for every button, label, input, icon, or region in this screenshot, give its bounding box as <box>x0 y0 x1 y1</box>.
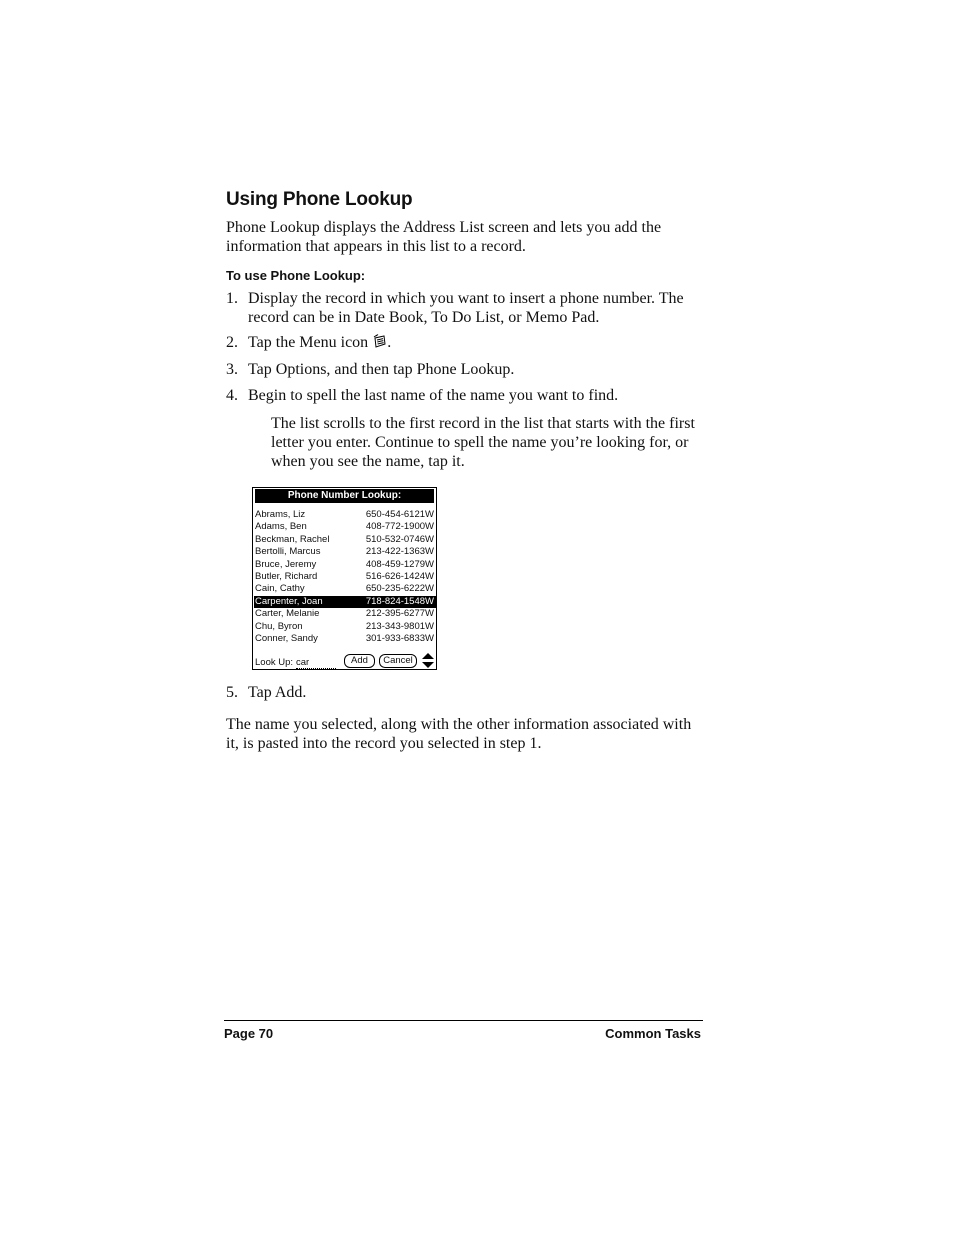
contact-phone: 516-626-1424W <box>365 571 434 582</box>
procedure-heading: To use Phone Lookup: <box>226 268 366 283</box>
contact-phone: 408-459-1279W <box>365 558 434 570</box>
palm-screen-title: Phone Number Lookup: <box>255 489 434 503</box>
footer-rule <box>224 1020 703 1021</box>
step-number: 4. <box>226 387 238 404</box>
step-text: Tap Options, and then tap Phone Lookup. <box>248 361 515 378</box>
list-item[interactable] <box>254 559 436 571</box>
contact-phone: 718-824-1548W <box>365 595 434 607</box>
contact-name: Carpenter, Joan <box>255 595 323 607</box>
step-text-wrapper <box>248 333 708 354</box>
contact-name: Bruce, Jeremy <box>255 558 317 570</box>
lookup-input[interactable]: car <box>296 657 336 669</box>
list-item[interactable] <box>254 621 436 633</box>
contact-phone: 213-343-9801W <box>365 620 434 632</box>
step-text: Tap Add. <box>248 684 307 701</box>
intro-paragraph: Phone Lookup displays the Address List screen and lets you add the information that appears in this list to a record. <box>226 219 662 255</box>
step-text: Display the record in which you want to insert a phone number. The record can be in Date Book, To Do List, or Memo Pad. <box>248 290 684 326</box>
list-item[interactable] <box>254 583 436 595</box>
list-item[interactable] <box>254 608 436 620</box>
list-item[interactable] <box>254 633 436 645</box>
contact-phone: 510-532-0746W <box>365 533 434 545</box>
list-item[interactable] <box>254 596 436 608</box>
add-button[interactable]: Add <box>344 654 375 668</box>
step-number: 2. <box>226 334 238 351</box>
contact-name: Chu, Byron <box>255 620 303 632</box>
contact-name: Cain, Cathy <box>255 583 305 595</box>
section-title: Using Phone Lookup <box>226 189 413 210</box>
contact-name: Carter, Melanie <box>255 608 320 620</box>
contact-name: Adams, Ben <box>255 521 307 533</box>
footer-chapter: Common Tasks <box>605 1026 701 1041</box>
step-text-suffix: . <box>387 334 392 351</box>
lookup-label: Look Up: <box>255 657 294 668</box>
step-number: 3. <box>226 361 238 378</box>
step-number: 1. <box>226 290 238 307</box>
list-item[interactable] <box>254 521 436 533</box>
contact-name: Bertolli, Marcus <box>255 546 321 558</box>
menu-icon <box>372 334 387 354</box>
contact-phone: 408-772-1900W <box>365 521 434 533</box>
outro-paragraph: The name you selected, along with the other information associated with it, is pasted into the record you selected in step 1. <box>226 716 692 752</box>
contact-phone: 301-933-6833W <box>365 633 434 644</box>
contact-name: Conner, Sandy <box>255 633 318 644</box>
list-item[interactable] <box>254 571 436 583</box>
cancel-button[interactable]: Cancel <box>379 654 417 668</box>
scroll-arrows-icon[interactable] <box>421 652 435 674</box>
step-text: Begin to spell the last name of the name you want to find. <box>248 387 619 404</box>
contact-phone: 213-422-1363W <box>365 546 434 558</box>
phone-lookup-screenshot <box>252 487 437 670</box>
list-item[interactable] <box>254 509 436 521</box>
footer-page-number: Page 70 <box>224 1026 274 1041</box>
contact-name: Abrams, Liz <box>255 509 306 520</box>
step-number: 5. <box>226 684 238 701</box>
contact-phone: 650-235-6222W <box>365 583 434 595</box>
step-4-detail: The list scrolls to the first record in the list that starts with the first letter you enter. Continue to spell the name you’re looking for, or when you see the name, tap it. <box>271 415 695 470</box>
list-item[interactable] <box>254 534 436 546</box>
contact-name: Butler, Richard <box>255 571 318 582</box>
contact-phone: 650-454-6121W <box>365 509 434 520</box>
list-item[interactable] <box>254 546 436 558</box>
contact-phone: 212-395-6277W <box>365 608 434 620</box>
contact-name: Beckman, Rachel <box>255 533 330 545</box>
step-text: Tap the Menu icon <box>248 334 369 351</box>
